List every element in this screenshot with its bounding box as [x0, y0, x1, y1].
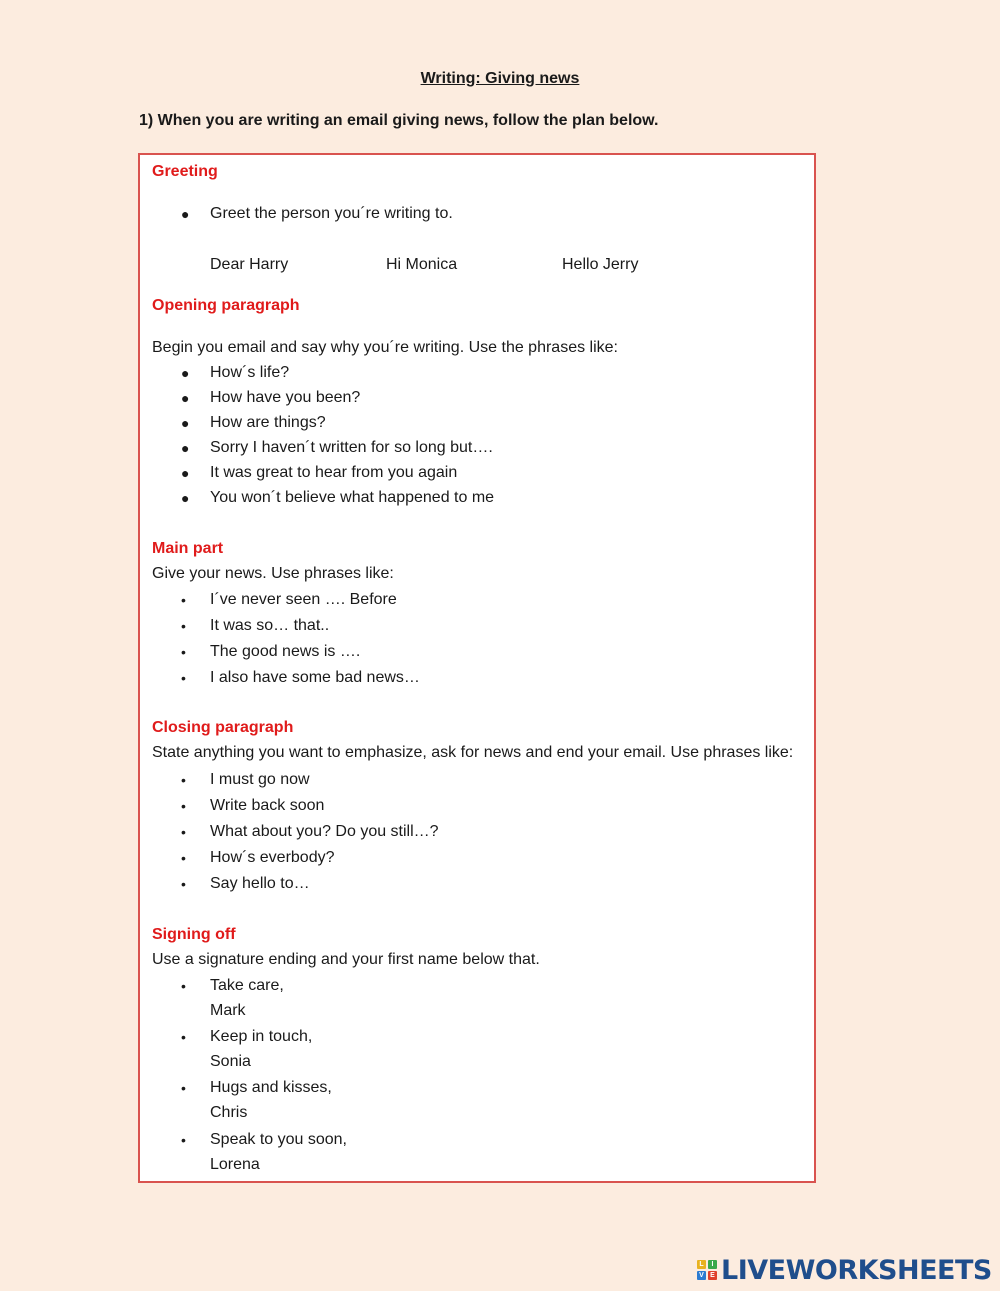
instruction-text: 1) When you are writing an email giving news, follow the plan below. [139, 112, 659, 129]
signing-ending: Take care, [210, 977, 284, 994]
bullet-icon: ● [181, 365, 190, 381]
liveworksheets-logo-icon: L I V E [697, 1260, 717, 1280]
bullet-icon: ● [181, 206, 190, 222]
signing-heading: Signing off [152, 926, 236, 943]
closing-item: Say hello to… [210, 875, 310, 892]
opening-item: Sorry I haven´t written for so long but…. [210, 439, 493, 456]
closing-item: Write back soon [210, 797, 325, 814]
greeting-example: Hi Monica [386, 256, 458, 273]
bullet-icon: • [181, 798, 186, 814]
main-heading: Main part [152, 540, 224, 557]
bullet-icon: ● [181, 390, 190, 406]
bullet-icon: ● [181, 440, 190, 456]
page-title: Writing: Giving news [420, 70, 580, 87]
opening-heading: Opening paragraph [152, 297, 300, 314]
greeting-heading: Greeting [152, 163, 218, 180]
bullet-icon: ● [181, 415, 190, 431]
bullet-icon: • [181, 772, 186, 788]
signing-intro: Use a signature ending and your first name below that. [152, 951, 540, 968]
closing-item: I must go now [210, 771, 310, 788]
signing-ending: Keep in touch, [210, 1028, 313, 1045]
main-item: I´ve never seen …. Before [210, 591, 397, 608]
main-intro: Give your news. Use phrases like: [152, 565, 394, 582]
main-item: The good news is …. [210, 643, 361, 660]
opening-item: You won´t believe what happened to me [210, 489, 495, 506]
bullet-icon: • [181, 1132, 186, 1148]
bullet-icon: • [181, 876, 186, 892]
opening-item: How are things? [210, 414, 326, 431]
opening-intro: Begin you email and say why you´re writing. Use the phrases like: [152, 339, 618, 356]
signing-name: Lorena [210, 1156, 260, 1173]
bullet-icon: • [181, 978, 186, 994]
signing-name: Chris [210, 1104, 248, 1121]
bullet-icon: • [181, 824, 186, 840]
main-item: It was so… that.. [210, 617, 330, 634]
bullet-icon: ● [181, 465, 190, 481]
bullet-icon: • [181, 1080, 186, 1096]
greeting-example: Hello Jerry [562, 256, 639, 273]
brand-name: LIVEWORKSHEETS [721, 1254, 992, 1286]
opening-item: It was great to hear from you again [210, 464, 458, 481]
bullet-icon: • [181, 644, 186, 660]
signing-ending: Hugs and kisses, [210, 1079, 332, 1096]
closing-heading: Closing paragraph [152, 719, 294, 736]
bullet-icon: • [181, 592, 186, 608]
bullet-icon: • [181, 670, 186, 686]
liveworksheets-logo [697, 1255, 992, 1285]
signing-name: Mark [210, 1002, 246, 1019]
closing-item: What about you? Do you still…? [210, 823, 439, 840]
main-item: I also have some bad news… [210, 669, 420, 686]
closing-item: How´s everbody? [210, 849, 335, 866]
greeting-bullet: Greet the person you´re writing to. [210, 205, 453, 222]
bullet-icon: ● [181, 490, 190, 506]
signing-ending: Speak to you soon, [210, 1131, 347, 1148]
closing-intro: State anything you want to emphasize, ask for news and end your email. Use phrases like: [152, 744, 794, 761]
opening-item: How have you been? [210, 389, 361, 406]
opening-item: How´s life? [210, 364, 290, 381]
signing-name: Sonia [210, 1053, 251, 1070]
bullet-icon: • [181, 850, 186, 866]
greeting-example: Dear Harry [210, 256, 289, 273]
bullet-icon: • [181, 618, 186, 634]
bullet-icon: • [181, 1029, 186, 1045]
